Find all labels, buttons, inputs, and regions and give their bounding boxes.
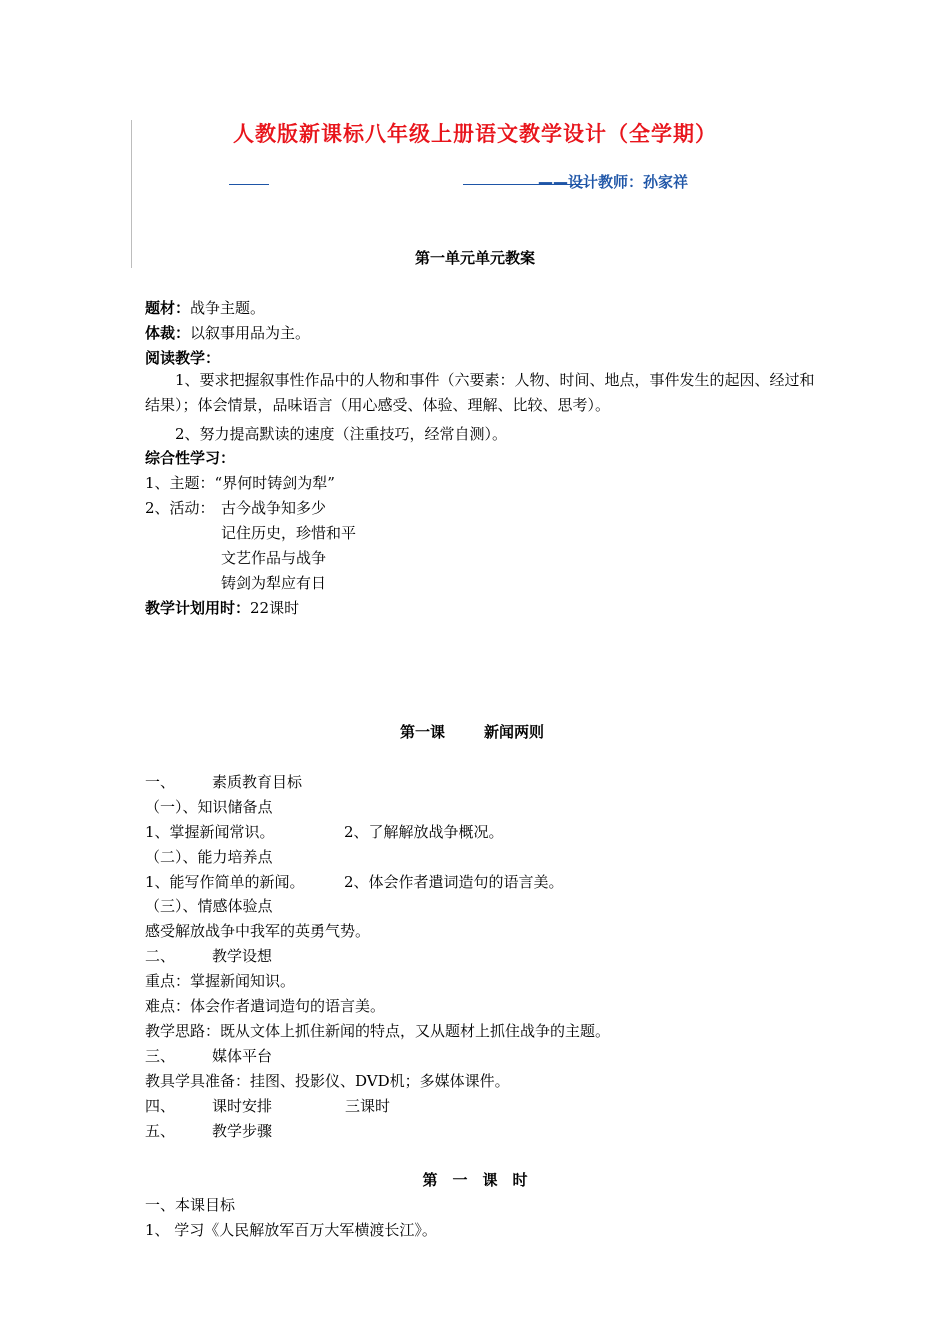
teaching-tools: 教具学具准备：挂图、投影仪、DVD机；多媒体课件。 [145, 1072, 510, 1090]
comprehensive-label: 综合性学习： [145, 449, 236, 467]
section-number: 二、 [145, 947, 176, 965]
lesson-number: 第一课 [400, 723, 446, 741]
subsection-heading: （三）、情感体验点 [145, 897, 273, 915]
author-byline: ——设计教师：孙家祥 [538, 173, 689, 191]
section-number: 五、 [145, 1122, 176, 1140]
ability-item-2: 2、体会作者遣词造句的语言美。 [344, 873, 564, 891]
subsection-heading: （二）、能力培养点 [145, 848, 273, 866]
activity-item: 记住历史，珍惜和平 [221, 524, 357, 542]
plan-label: 教学计划用时： [145, 599, 251, 617]
teaching-approach: 教学思路：既从文体上抓住新闻的特点，又从题材上抓住战争的主题。 [145, 1022, 611, 1040]
key-point: 重点：掌握新闻知识。 [145, 972, 296, 990]
theme-line: 1、主题：“界何时铸剑为犁” [145, 474, 335, 492]
section-title: 素质教育目标 [212, 773, 303, 791]
section-title: 课时安排 [212, 1097, 273, 1115]
activity-item: 文艺作品与战争 [221, 549, 327, 567]
genre-line [145, 322, 310, 343]
section-title: 媒体平台 [212, 1047, 273, 1065]
plan-value: 22课时 [250, 599, 300, 617]
knowledge-item-2: 2、了解解放战争概况。 [344, 823, 504, 841]
section-number: 四、 [145, 1097, 176, 1115]
reading-label: 阅读教学： [145, 349, 221, 367]
section-title: 教学设想 [212, 947, 273, 965]
subject-label: 题材： [145, 299, 191, 317]
goal-heading: 一、本课目标 [145, 1196, 236, 1214]
plan-line [145, 597, 299, 618]
subsection-heading: （一）、知识储备点 [145, 798, 273, 816]
reading-item-1: 1、要求把握叙事性作品中的人物和事件（六要素：人物、时间、地点，事件发生的起因、经过和结果）；体会情景，品味语言（用心感受、体验、理解、比较、思考）。 [145, 371, 815, 414]
genre-label: 体裁： [145, 324, 191, 342]
difficulty-point: 难点：体会作者遣词造句的语言美。 [145, 997, 386, 1015]
goal-item: 1、 学习《人民解放军百万大军横渡长江》。 [145, 1221, 437, 1239]
section-number: 一、 [145, 773, 176, 791]
lesson-name: 新闻两则 [484, 723, 545, 741]
ability-item-1: 1、能写作简单的新闻。 [145, 873, 305, 891]
activity-item: 铸剑为犁应有日 [221, 574, 327, 592]
section-title: 教学步骤 [212, 1122, 273, 1140]
activity-prefix: 2、活动： [145, 499, 215, 517]
unit-heading: 第一单元单元教案 [414, 249, 535, 267]
emotion-item: 感受解放战争中我军的英勇气势。 [145, 922, 371, 940]
subject-line [145, 297, 265, 318]
reading-item-2: 2、努力提高默读的速度（注重技巧，经常自测）。 [175, 425, 508, 443]
genre-value: 以叙事用品为主。 [190, 324, 311, 342]
period-count: 三课时 [345, 1097, 391, 1115]
period-heading: 第 一 课 时 [422, 1171, 528, 1189]
activity-item: 古今战争知多少 [221, 499, 327, 517]
byline-underline-short [229, 184, 269, 185]
document-title: 人教版新课标八年级上册语文教学设计（全学期） [233, 122, 717, 146]
section-number: 三、 [145, 1047, 176, 1065]
knowledge-item-1: 1、掌握新闻常识。 [145, 823, 275, 841]
subject-value: 战争主题。 [190, 299, 266, 317]
